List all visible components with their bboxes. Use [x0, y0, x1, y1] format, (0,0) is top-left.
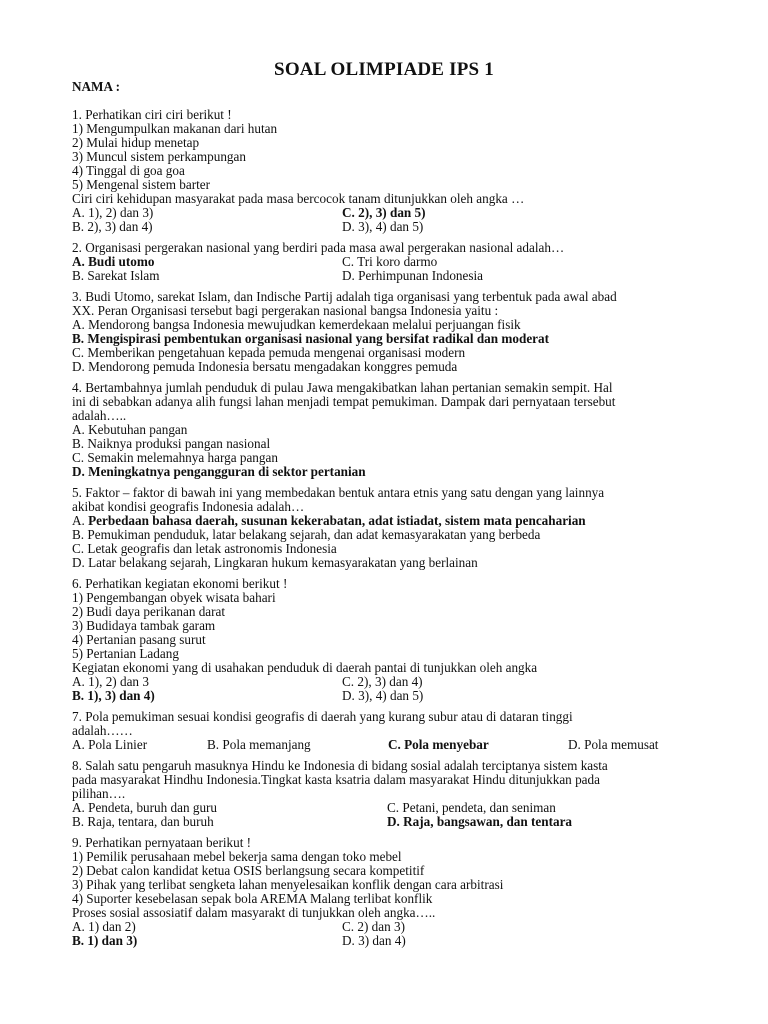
question-9	[72, 836, 700, 948]
statement: 5) Pertanian Ladang	[72, 646, 179, 661]
option-d: D. Mendorong pemuda Indonesia bersatu mengadakan konggres pemuda	[72, 359, 458, 374]
statement: 2) Budi daya perikanan darat	[72, 604, 226, 619]
question-text: adalah……	[72, 723, 133, 738]
option-c: C. 2) dan 3)	[342, 919, 405, 934]
option-c: C. Semakin melemahnya harga pangan	[72, 450, 278, 465]
option-d-answer: D. Raja, bangsawan, dan tentara	[387, 814, 573, 829]
option-d-answer: D. Meningkatnya pengangguran di sektor pertanian	[72, 464, 366, 479]
option-a-answer: Perbedaan bahasa daerah, susunan kekerabatan, adat istiadat, sistem mata pencaharian	[88, 513, 586, 528]
statement: 4) Pertanian pasang surut	[72, 632, 206, 647]
option-d: D. 3), 4) dan 5)	[342, 219, 424, 234]
statement: 2) Debat calon kandidat ketua OSIS berlangsung secara kompetitif	[72, 863, 425, 878]
question-text: 9. Perhatikan pernyataan berikut !	[72, 835, 252, 850]
option-c-answer: C. Pola menyebar	[388, 737, 489, 752]
option-a: A. Kebutuhan pangan	[72, 422, 188, 437]
option-b: B. Naiknya produksi pangan nasional	[72, 436, 271, 451]
option-a: A. 1) dan 2)	[72, 919, 136, 934]
option-b: B. 2), 3) dan 4)	[72, 219, 153, 234]
statement: 2) Mulai hidup menetap	[72, 135, 200, 150]
option-b: B. Raja, tentara, dan buruh	[72, 814, 214, 829]
question-text: pilihan….	[72, 786, 126, 801]
option-a: A. Pendeta, buruh dan guru	[72, 800, 218, 815]
question-text: 5. Faktor – faktor di bawah ini yang membedakan bentuk antara etnis yang satu dengan yang lainnya	[72, 485, 605, 500]
option-a: A. Pola Linier	[72, 737, 148, 752]
question-text: 7. Pola pemukiman sesuai kondisi geografis di daerah yang kurang subur atau di dataran tinggi	[72, 709, 573, 724]
option-d: D. 3), 4) dan 5)	[342, 688, 424, 703]
option-d: D. Pola memusat	[568, 737, 659, 752]
question-7	[72, 710, 700, 752]
statement: 3) Pihak yang terlibat sengketa lahan menyelesaikan konflik dengan cara arbitrasi	[72, 877, 504, 892]
option-a	[72, 514, 700, 528]
question-prompt: Proses sosial assosiatif dalam masyarakt di tunjukkan oleh angka…..	[72, 905, 436, 920]
question-text: adalah…..	[72, 408, 127, 423]
option-d: D. Latar belakang sejarah, Lingkaran hukum kemasyarakatan yang berlainan	[72, 555, 478, 570]
statement: 1) Pemilik perusahaan mebel bekerja sama dengan toko mebel	[72, 849, 402, 864]
statement: 5) Mengenal sistem barter	[72, 177, 211, 192]
answer-options	[72, 801, 700, 829]
question-prompt: Ciri ciri kehidupan masyarakat pada masa bercocok tanam ditunjukkan oleh angka …	[72, 191, 525, 206]
option-b-answer: B. Mengispirasi pembentukan organisasi nasional yang bersifat radikal dan moderat	[72, 331, 550, 346]
statement: 1) Pengembangan obyek wisata bahari	[72, 590, 276, 605]
question-text: 3. Budi Utomo, sarekat Islam, dan Indische Partij adalah tiga organisasi yang terbentuk pada awal abad	[72, 289, 617, 304]
statement: 4) Suporter kesebelasan sepak bola AREMA Malang terlibat konflik	[72, 891, 433, 906]
option-a: A. Mendorong bangsa Indonesia mewujudkan kemerdekaan melalui perjuangan fisik	[72, 317, 521, 332]
answer-options	[72, 738, 700, 752]
question-text: 4. Bertambahnya jumlah penduduk di pulau Jawa mengakibatkan lahan pertanian semakin sempit. Hal	[72, 380, 613, 395]
question-6	[72, 577, 700, 703]
option-d: D. Perhimpunan Indonesia	[342, 268, 484, 283]
name-label: NAMA :	[72, 79, 120, 94]
answer-options	[72, 255, 700, 283]
question-list	[72, 108, 700, 955]
question-4	[72, 381, 700, 479]
question-text: 6. Perhatikan kegiatan ekonomi berikut !	[72, 576, 288, 591]
option-letter: A.	[72, 513, 89, 528]
question-2	[72, 241, 700, 283]
question-text: XX. Peran Organisasi tersebut bagi pergerakan nasional bangsa Indonesia yaitu :	[72, 303, 499, 318]
statement: 3) Budidaya tambak garam	[72, 618, 216, 633]
question-prompt: Kegiatan ekonomi yang di usahakan penduduk di daerah pantai di tunjukkan oleh angka	[72, 660, 538, 675]
option-b: B. Sarekat Islam	[72, 268, 160, 283]
option-b: B. Pemukiman penduduk, latar belakang sejarah, dan adat kemasyarakatan yang berbeda	[72, 527, 541, 542]
option-c-answer: C. 2), 3) dan 5)	[342, 205, 426, 220]
option-c: C. Memberikan pengetahuan kepada pemuda mengenai organisasi modern	[72, 345, 466, 360]
question-3	[72, 290, 700, 374]
statement: 1) Mengumpulkan makanan dari hutan	[72, 121, 278, 136]
statement: 3) Muncul sistem perkampungan	[72, 149, 246, 164]
question-1	[72, 108, 700, 234]
question-text: ini di sebabkan adanya alih fungsi lahan menjadi tempat pemukiman. Dampak dari pernyataan tersebut	[72, 394, 616, 409]
statement: 4) Tinggal di goa goa	[72, 163, 185, 178]
document-title: SOAL OLIMPIADE IPS 1	[274, 59, 494, 80]
question-text: pada masyarakat Hindhu Indonesia.Tingkat kasta ksatria dalam masyarakat Hindu ditunjukkan pada	[72, 772, 600, 787]
option-b: B. Pola memanjang	[207, 737, 311, 752]
option-c: C. 2), 3) dan 4)	[342, 674, 423, 689]
question-text: 8. Salah satu pengaruh masuknya Hindu ke Indonesia di bidang sosial adalah terciptanya sistem kasta	[72, 758, 608, 773]
option-c: C. Letak geografis dan letak astronomis Indonesia	[72, 541, 337, 556]
answer-options	[72, 675, 700, 703]
question-5	[72, 486, 700, 570]
option-a: A. 1), 2) dan 3)	[72, 205, 154, 220]
option-a: A. 1), 2) dan 3	[72, 674, 149, 689]
answer-options	[72, 206, 700, 234]
option-a-answer: A. Budi utomo	[72, 254, 155, 269]
option-d: D. 3) dan 4)	[342, 933, 406, 948]
option-b-answer: B. 1), 3) dan 4)	[72, 688, 155, 703]
question-8	[72, 759, 700, 829]
option-b-answer: B. 1) dan 3)	[72, 933, 138, 948]
answer-options	[72, 920, 700, 948]
option-c: C. Tri koro darmo	[342, 254, 438, 269]
question-text: akibat kondisi geografis Indonesia adalah…	[72, 499, 305, 514]
question-text: 2. Organisasi pergerakan nasional yang berdiri pada masa awal pergerakan nasional adalah…	[72, 240, 565, 255]
question-text: 1. Perhatikan ciri ciri berikut !	[72, 107, 232, 122]
option-c: C. Petani, pendeta, dan seniman	[387, 800, 556, 815]
